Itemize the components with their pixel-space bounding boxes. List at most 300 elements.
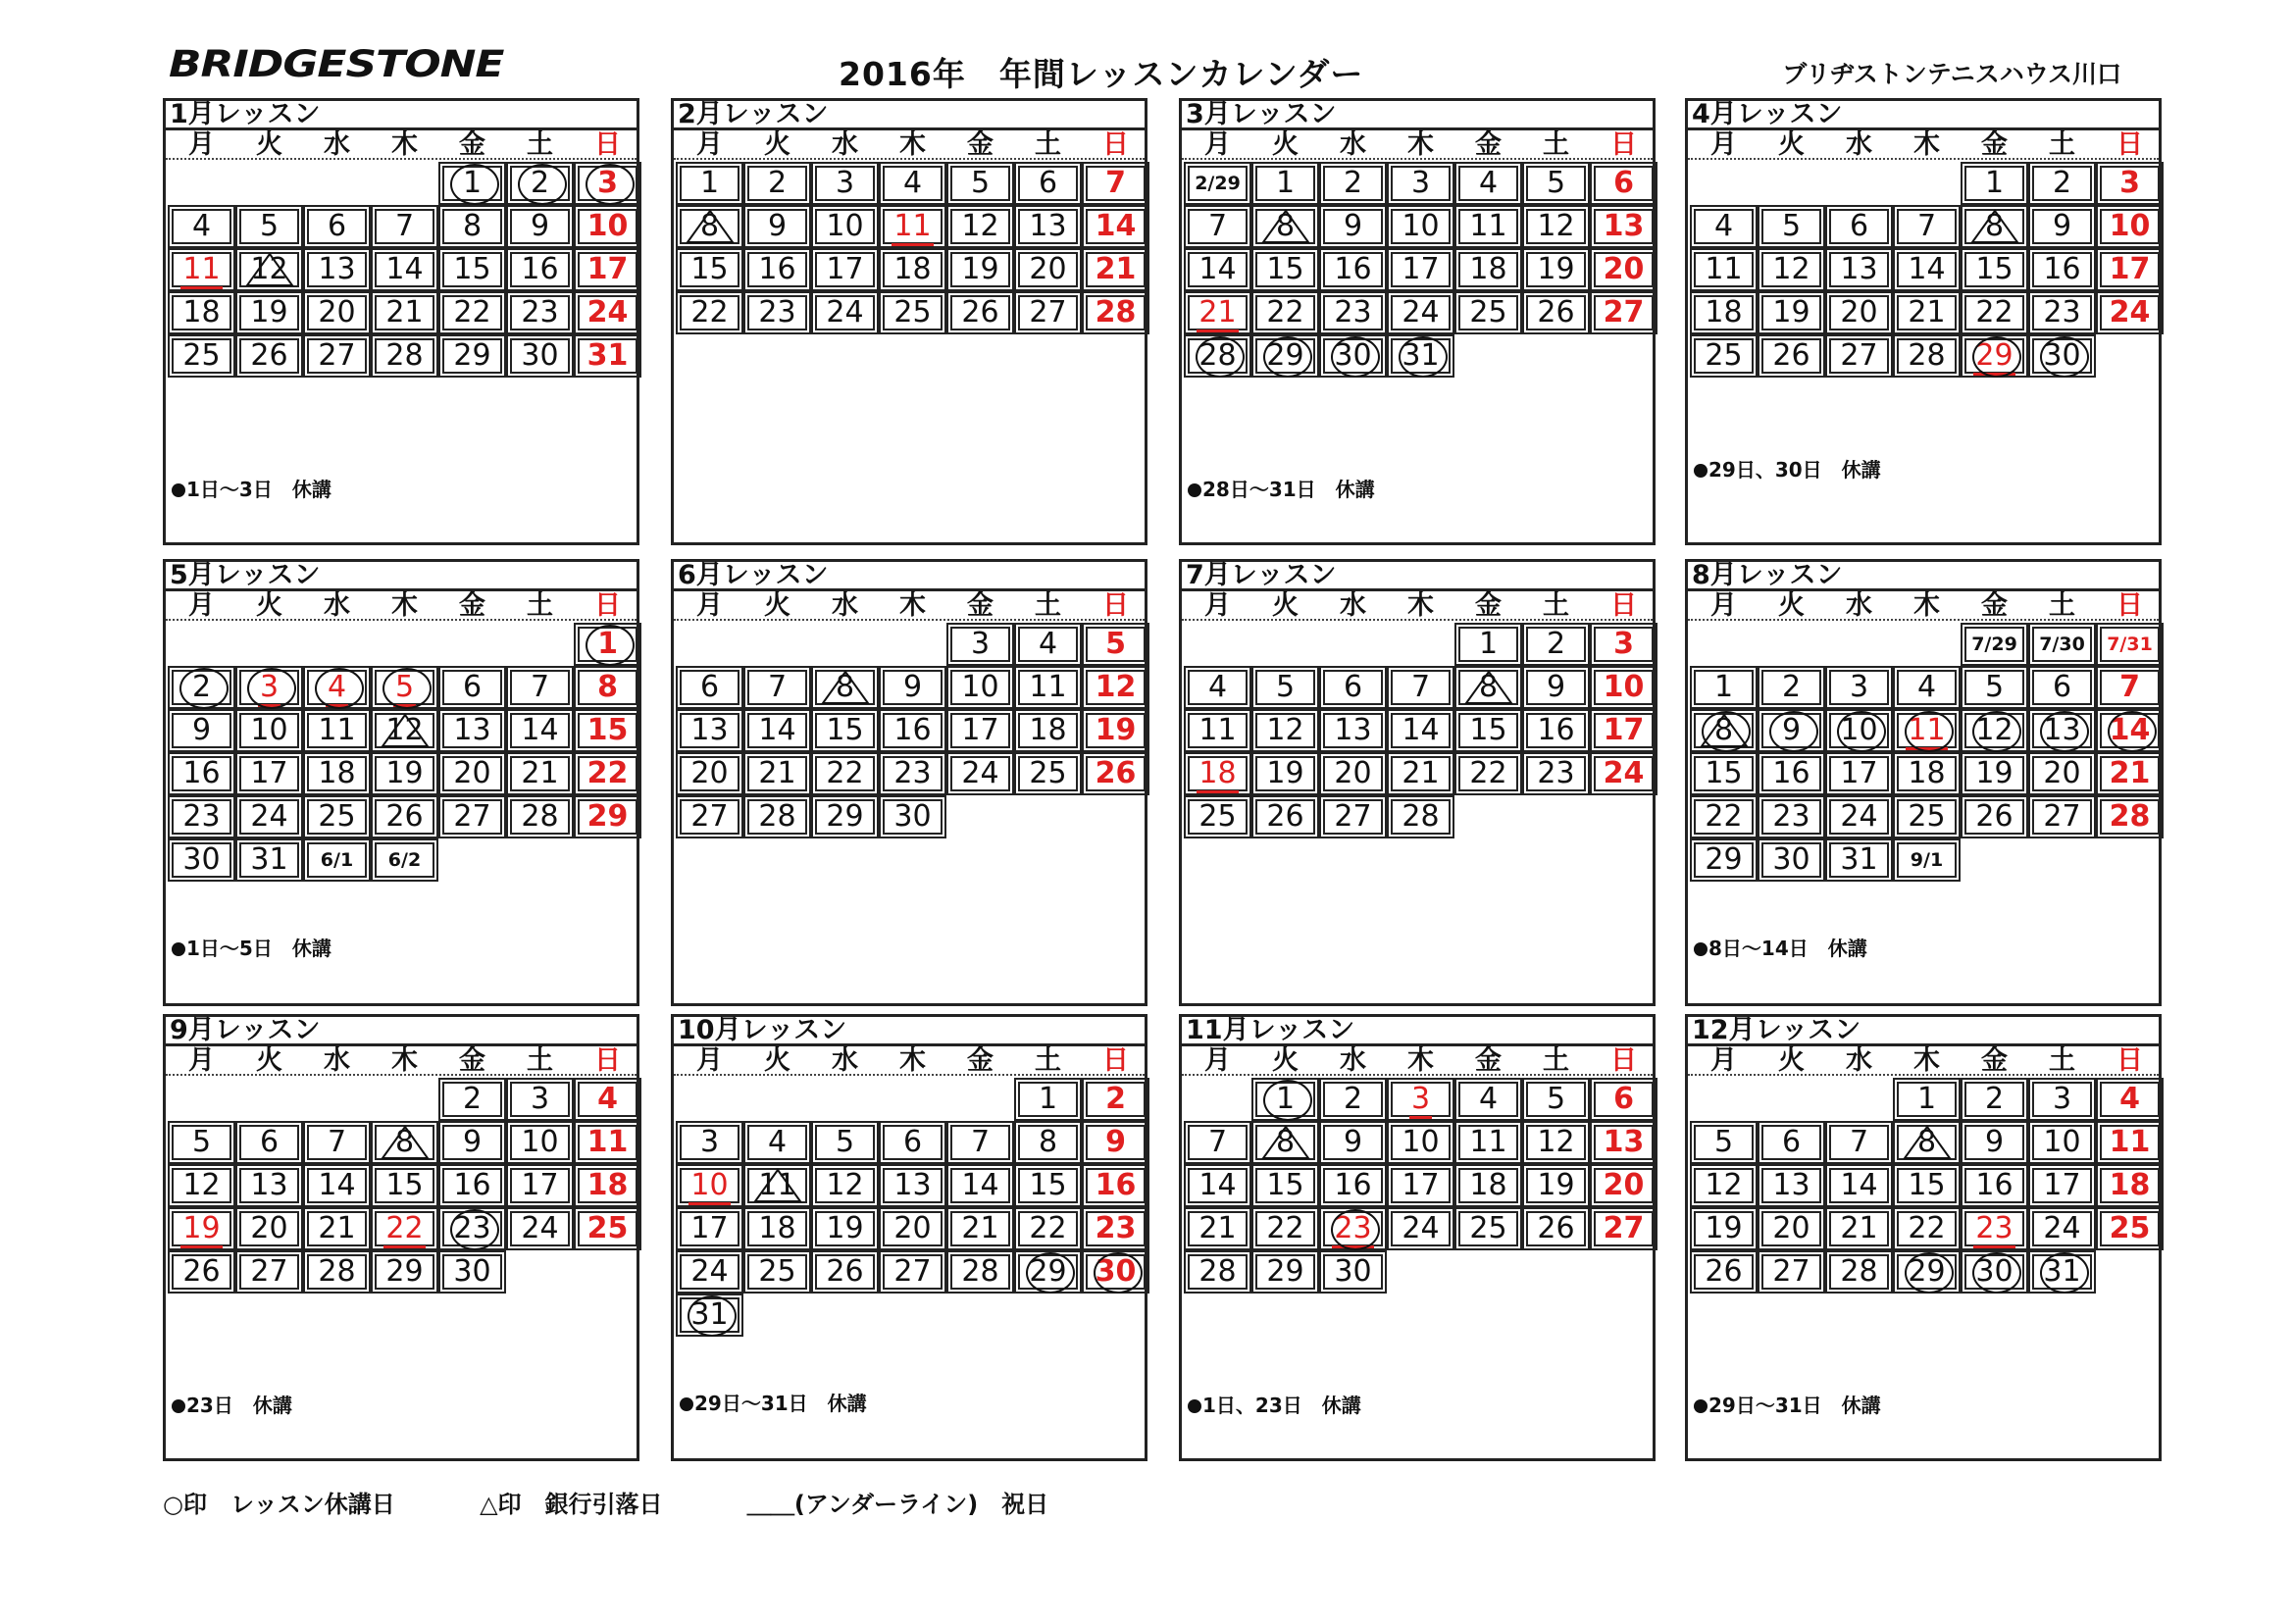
day-number: 23 <box>2043 295 2081 330</box>
day-number: 23 <box>1095 1211 1137 1245</box>
day-cell <box>1893 752 1961 795</box>
weekday-label: 月 <box>1204 590 1231 621</box>
day-number: 25 <box>893 295 932 330</box>
day-number: 2 <box>191 670 212 704</box>
day-cell <box>371 1164 438 1207</box>
day-cell <box>1522 1078 1590 1121</box>
day-cell <box>1825 334 1893 378</box>
day-cell-closed <box>235 666 303 709</box>
closure-note <box>1188 474 1375 502</box>
page-title: 2016年 年間レッスンカレンダー <box>839 55 1364 93</box>
day-number: 2 <box>1781 670 1802 704</box>
day-number: 3 <box>699 1125 720 1159</box>
day-cell <box>1961 623 2028 666</box>
day-number: 13 <box>1840 252 1878 286</box>
day-number: 25 <box>586 1211 629 1245</box>
day-number: 7 <box>1849 1125 1869 1159</box>
day-cell <box>2096 666 2164 709</box>
day-number: 21 <box>1908 295 1946 330</box>
day-cell <box>811 709 879 752</box>
day-cell <box>1454 1078 1522 1121</box>
weekday-label: 水 <box>324 129 350 160</box>
day-cell <box>1590 1207 1657 1250</box>
month-title: 7月レッスン <box>1182 562 1653 591</box>
day-number: 10 <box>586 209 629 243</box>
day-number: 16 <box>1772 756 1810 790</box>
day-cell <box>168 709 235 752</box>
day-number: 20 <box>1603 252 1645 286</box>
day-cell <box>1522 291 1590 334</box>
month-calendar <box>1179 98 1656 545</box>
day-cell <box>1961 795 2028 838</box>
day-number: 5 <box>835 1125 855 1159</box>
day-cell <box>1387 666 1454 709</box>
day-number: 27 <box>1029 295 1067 330</box>
day-number: 14 <box>1402 713 1440 747</box>
day-cell <box>1082 1164 1149 1207</box>
day-cell-closed <box>2028 1250 2096 1294</box>
day-number: 17 <box>690 1211 729 1245</box>
day-cell-closed <box>2096 709 2164 752</box>
day-number: 10 <box>1402 209 1440 243</box>
day-cell-closed <box>2028 709 2096 752</box>
day-number: 22 <box>1029 1211 1067 1245</box>
day-cell <box>438 1164 506 1207</box>
day-cell <box>1893 248 1961 291</box>
day-cell <box>1893 1164 1961 1207</box>
day-cell <box>574 666 641 709</box>
day-cell <box>1184 1121 1251 1164</box>
day-number: 24 <box>826 295 864 330</box>
weekday-label: 水 <box>1846 590 1872 621</box>
day-cell <box>1454 291 1522 334</box>
day-cell <box>574 1164 641 1207</box>
day-number: 23 <box>182 799 221 834</box>
day-number: 28 <box>1840 1254 1878 1289</box>
day-number: 6 <box>1781 1125 1802 1159</box>
weekday-label: 木 <box>1407 590 1434 621</box>
day-cell <box>1758 1164 1825 1207</box>
month-calendar <box>1685 98 2162 545</box>
day-number: 16 <box>1975 1168 2014 1202</box>
day-cell <box>1825 752 1893 795</box>
day-number: 17 <box>1840 756 1878 790</box>
day-cell <box>743 1250 811 1294</box>
day-cell <box>2028 1164 2096 1207</box>
day-cell <box>1319 709 1387 752</box>
day-number: 12 <box>250 252 288 286</box>
day-number: 15 <box>1266 1168 1304 1202</box>
day-number: 6 <box>699 670 720 704</box>
day-cell <box>235 752 303 795</box>
day-number: 23 <box>1973 1211 2014 1248</box>
day-number: 25 <box>1029 756 1067 790</box>
day-number: 20 <box>1603 1168 1645 1202</box>
month-title: 12月レッスン <box>1688 1017 2159 1046</box>
day-number: 26 <box>250 338 288 373</box>
day-cell <box>1825 291 1893 334</box>
day-cell <box>811 291 879 334</box>
day-cell <box>946 162 1014 205</box>
day-cell <box>2096 752 2164 795</box>
day-cell <box>168 1250 235 1294</box>
day-number: 28 <box>1198 338 1237 373</box>
day-number: 13 <box>1029 209 1067 243</box>
day-number: 8 <box>699 209 720 243</box>
day-number: 29 <box>1973 338 2014 376</box>
day-cell <box>743 752 811 795</box>
day-cell <box>2028 1078 2096 1121</box>
day-cell <box>303 248 371 291</box>
day-cell <box>506 291 574 334</box>
day-cell <box>811 248 879 291</box>
day-number: 5 <box>1781 209 1802 243</box>
day-number: 18 <box>182 295 221 330</box>
day-number: 8 <box>835 670 855 704</box>
day-cell <box>811 795 879 838</box>
day-number: 5 <box>1713 1125 1734 1159</box>
day-cell <box>743 291 811 334</box>
day-cell <box>743 1164 811 1207</box>
day-number: 1 <box>597 627 618 661</box>
day-cell <box>946 1164 1014 1207</box>
company-name: ブリヂストンテニスハウス川口 <box>1782 60 2121 88</box>
day-number: 31 <box>690 1297 729 1332</box>
day-number: 1 <box>1713 670 1734 704</box>
day-cell <box>743 795 811 838</box>
day-number: 28 <box>1198 1254 1237 1289</box>
day-number: 26 <box>1772 338 1810 373</box>
day-cell <box>1014 1121 1082 1164</box>
day-number: 4 <box>902 166 923 200</box>
day-number: 4 <box>326 670 348 707</box>
day-number: 9 <box>1343 209 1363 243</box>
day-cell <box>235 795 303 838</box>
weekday-label: 水 <box>1846 1045 1872 1076</box>
day-number: 22 <box>826 756 864 790</box>
day-cell <box>946 666 1014 709</box>
day-cell-closed <box>1251 334 1319 378</box>
day-number: 6 <box>327 209 347 243</box>
day-number: 6 <box>259 1125 280 1159</box>
day-cell <box>1522 162 1590 205</box>
weekday-label: 木 <box>1913 590 1940 621</box>
day-number: 4 <box>1478 1082 1499 1116</box>
bullet-icon <box>1188 1399 1201 1413</box>
day-number: 24 <box>1840 799 1878 834</box>
day-number: 16 <box>521 252 559 286</box>
closure-note-text: 28日～31日 休講 <box>1202 478 1375 501</box>
day-cell <box>168 291 235 334</box>
weekday-header <box>674 591 1145 621</box>
day-number: 11 <box>1198 713 1237 747</box>
day-cell <box>1082 162 1149 205</box>
closure-note <box>680 1388 867 1416</box>
day-number: 15 <box>586 713 629 747</box>
weekday-label: 日 <box>594 129 621 160</box>
day-number: 5 <box>970 166 991 200</box>
day-cell <box>1082 709 1149 752</box>
day-cell <box>1590 248 1657 291</box>
month-title: 2月レッスン <box>674 101 1145 130</box>
day-cell <box>1590 709 1657 752</box>
day-number: 11 <box>1705 252 1743 286</box>
day-number: 18 <box>1197 756 1238 793</box>
day-number: 16 <box>2043 252 2081 286</box>
bank-debit-triangle-icon <box>1970 209 2019 244</box>
day-cell <box>946 1250 1014 1294</box>
day-cell <box>506 752 574 795</box>
day-number: 9 <box>1105 1125 1126 1159</box>
day-cell <box>1590 205 1657 248</box>
day-number: 19 <box>180 1211 222 1248</box>
day-cell <box>1082 1207 1149 1250</box>
weekday-label: 水 <box>1340 129 1366 160</box>
day-cell <box>1758 1207 1825 1250</box>
day-cell <box>1319 795 1387 838</box>
day-cell <box>438 795 506 838</box>
day-cell <box>1387 1207 1454 1250</box>
day-cell <box>676 709 743 752</box>
day-cell-closed <box>1387 334 1454 378</box>
day-number: 31 <box>1402 338 1440 373</box>
day-cell-closed <box>574 162 641 205</box>
day-number: 12 <box>1975 713 2014 747</box>
day-cell-closed <box>1961 1250 2028 1294</box>
day-number: 25 <box>1469 295 1507 330</box>
weekday-label: 月 <box>1710 129 1737 160</box>
day-cell <box>235 248 303 291</box>
day-cell-closed <box>438 162 506 205</box>
day-cell <box>438 334 506 378</box>
day-cell <box>1014 623 1082 666</box>
closure-note-text: 29日、30日 休講 <box>1708 458 1881 482</box>
day-number: 13 <box>1603 209 1645 243</box>
bank-debit-triangle-icon <box>1903 1125 1952 1160</box>
day-number: 2 <box>1546 627 1566 661</box>
day-number: 4 <box>1207 670 1228 704</box>
weekday-label: 金 <box>1981 590 2008 621</box>
day-cell <box>1961 666 2028 709</box>
day-number: 2 <box>1343 166 1363 200</box>
weekday-label: 木 <box>391 129 418 160</box>
day-cell <box>438 1250 506 1294</box>
day-cell-closed <box>1825 709 1893 752</box>
day-number: 11 <box>2109 1125 2151 1159</box>
day-number: 27 <box>1840 338 1878 373</box>
day-number: 26 <box>1975 799 2014 834</box>
day-number: 14 <box>1908 252 1946 286</box>
day-number: 7/29 <box>1971 634 2017 655</box>
day-cell <box>1184 162 1251 205</box>
bank-debit-triangle-icon <box>753 1168 802 1203</box>
day-number: 24 <box>2043 1211 2081 1245</box>
day-number: 24 <box>1402 295 1440 330</box>
day-cell <box>235 291 303 334</box>
weekday-label: 月 <box>188 1045 215 1076</box>
day-cell <box>1387 162 1454 205</box>
day-cell <box>1893 205 1961 248</box>
day-cell <box>506 334 574 378</box>
day-number: 19 <box>385 756 424 790</box>
day-number: 18 <box>318 756 356 790</box>
day-number: 16 <box>453 1168 491 1202</box>
day-number: 21 <box>385 295 424 330</box>
day-cell <box>946 205 1014 248</box>
day-number: 21 <box>318 1211 356 1245</box>
day-cell <box>811 1250 879 1294</box>
day-cell <box>1082 291 1149 334</box>
weekday-label: 月 <box>1710 590 1737 621</box>
day-number: 8 <box>1038 1125 1058 1159</box>
day-cell <box>506 1164 574 1207</box>
day-number: 7 <box>327 1125 347 1159</box>
day-cell-closed <box>1082 1250 1149 1294</box>
day-cell <box>1454 666 1522 709</box>
day-cell <box>1014 1078 1082 1121</box>
day-number: 21 <box>1197 295 1238 332</box>
day-number: 18 <box>1029 713 1067 747</box>
day-cell <box>2096 795 2164 838</box>
day-cell <box>303 1207 371 1250</box>
day-number: 17 <box>961 713 999 747</box>
day-number: 1 <box>1275 166 1296 200</box>
weekday-label: 土 <box>2049 129 2075 160</box>
day-cell-closed <box>1319 334 1387 378</box>
day-number: 28 <box>385 338 424 373</box>
day-number: 21 <box>758 756 796 790</box>
day-cell <box>1961 205 2028 248</box>
day-number: 31 <box>2043 1254 2081 1289</box>
day-number: 18 <box>586 1168 629 1202</box>
bullet-icon <box>172 942 185 956</box>
day-cell <box>168 1207 235 1250</box>
day-cell <box>743 1207 811 1250</box>
day-number: 15 <box>453 252 491 286</box>
day-number: 11 <box>586 1125 629 1159</box>
day-number: 20 <box>2043 756 2081 790</box>
day-cell-closed <box>1319 1207 1387 1250</box>
day-cell <box>235 709 303 752</box>
day-number: 23 <box>1334 295 1372 330</box>
day-number: 24 <box>1402 1211 1440 1245</box>
day-number: 20 <box>893 1211 932 1245</box>
day-cell <box>676 1121 743 1164</box>
day-number: 7/31 <box>2107 634 2153 655</box>
weekday-label: 土 <box>527 1045 553 1076</box>
day-cell <box>811 1207 879 1250</box>
day-number: 12 <box>1537 1125 1575 1159</box>
day-cell <box>1251 709 1319 752</box>
day-cell <box>371 1207 438 1250</box>
day-cell <box>1184 1250 1251 1294</box>
day-number: 22 <box>453 295 491 330</box>
day-number: 10 <box>250 713 288 747</box>
weekday-label: 金 <box>1981 129 2008 160</box>
day-cell <box>676 795 743 838</box>
day-number: 24 <box>1603 756 1645 790</box>
bullet-icon <box>1694 942 1708 956</box>
weekday-label: 木 <box>1913 1045 1940 1076</box>
day-number: 15 <box>1975 252 2014 286</box>
day-cell <box>811 205 879 248</box>
day-number: 12 <box>961 209 999 243</box>
day-cell <box>1690 334 1758 378</box>
day-number: 15 <box>1266 252 1304 286</box>
day-number: 18 <box>1469 1168 1507 1202</box>
day-number: 22 <box>1469 756 1507 790</box>
day-cell <box>506 1078 574 1121</box>
day-number: 24 <box>2109 295 2151 330</box>
day-cell <box>1690 291 1758 334</box>
day-number: 16 <box>1334 252 1372 286</box>
day-number: 3 <box>835 166 855 200</box>
day-cell <box>1522 709 1590 752</box>
weekday-label: 月 <box>696 590 723 621</box>
day-number: 31 <box>586 338 629 373</box>
closure-note-text: 29日～31日 休講 <box>694 1392 867 1415</box>
bank-debit-triangle-icon <box>686 209 735 244</box>
day-number: 22 <box>1705 799 1743 834</box>
day-number: 22 <box>1266 1211 1304 1245</box>
day-number: 5 <box>191 1125 212 1159</box>
day-number: 12 <box>1772 252 1810 286</box>
day-cell <box>438 248 506 291</box>
weekday-label: 金 <box>459 129 485 160</box>
weekday-label: 日 <box>2116 590 2143 621</box>
day-number: 25 <box>1705 338 1743 373</box>
day-number: 30 <box>1334 338 1372 373</box>
day-number: 20 <box>318 295 356 330</box>
day-cell <box>1522 666 1590 709</box>
day-cell <box>371 334 438 378</box>
day-number: 29 <box>586 799 629 834</box>
day-cell <box>168 838 235 882</box>
day-cell <box>1082 205 1149 248</box>
day-cell <box>1319 752 1387 795</box>
day-cell <box>2028 1207 2096 1250</box>
day-number: 4 <box>767 1125 788 1159</box>
day-number: 17 <box>1402 252 1440 286</box>
day-cell <box>811 1164 879 1207</box>
day-number: 26 <box>385 799 424 834</box>
day-cell <box>574 248 641 291</box>
day-cell <box>1690 1250 1758 1294</box>
day-number: 17 <box>521 1168 559 1202</box>
day-number: 14 <box>1095 209 1137 243</box>
day-cell <box>1184 795 1251 838</box>
day-number: 1 <box>462 166 483 200</box>
day-number: 8 <box>462 209 483 243</box>
day-cell <box>1184 291 1251 334</box>
day-number: 18 <box>758 1211 796 1245</box>
day-cell <box>438 709 506 752</box>
weekday-header <box>1182 130 1653 160</box>
day-cell <box>879 709 946 752</box>
day-number: 14 <box>758 713 796 747</box>
weekday-label: 金 <box>967 129 994 160</box>
weekday-label: 火 <box>256 129 282 160</box>
day-cell <box>676 752 743 795</box>
day-number: 25 <box>318 799 356 834</box>
day-cell <box>1825 838 1893 882</box>
day-number: 28 <box>318 1254 356 1289</box>
day-cell <box>743 248 811 291</box>
day-cell <box>743 709 811 752</box>
day-cell <box>1590 291 1657 334</box>
day-cell <box>1014 248 1082 291</box>
day-number: 27 <box>1603 1211 1645 1245</box>
